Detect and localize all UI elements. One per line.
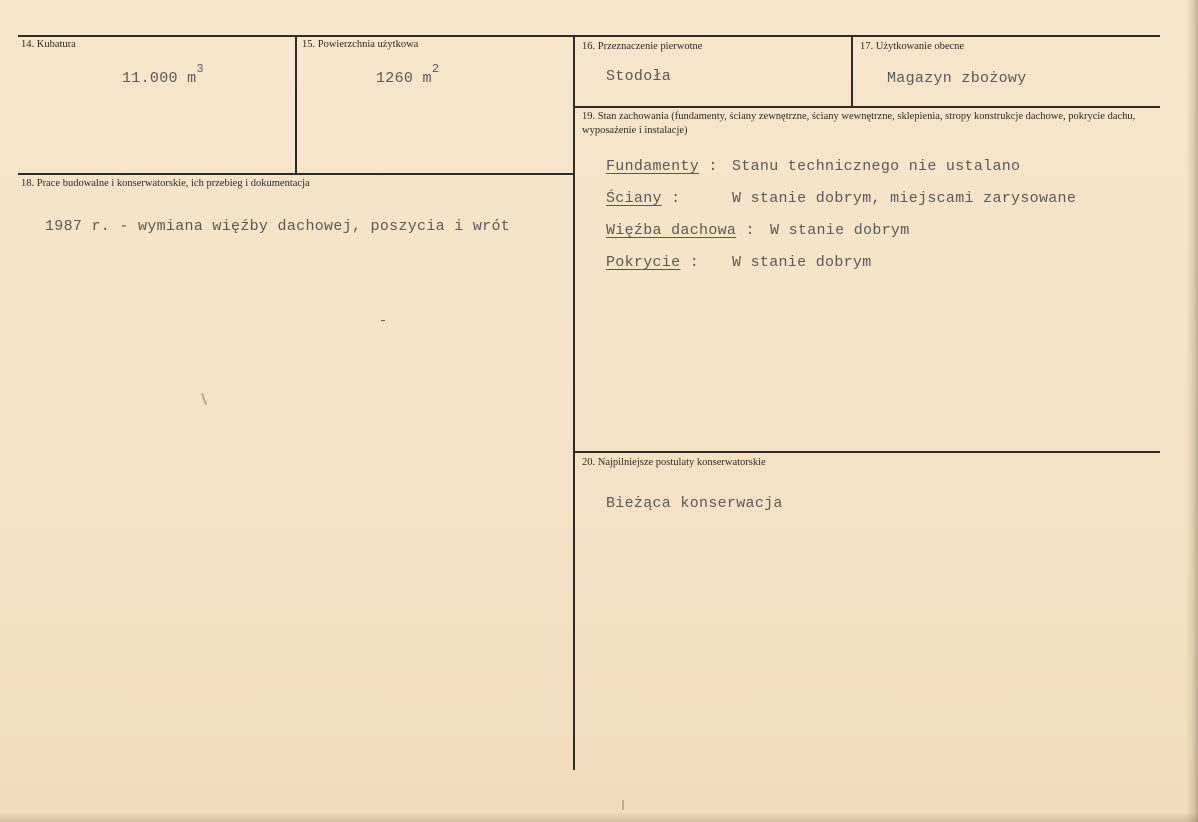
condition-separator: : [661,190,681,207]
rule-under-14-15 [18,173,574,175]
condition-desc: W stanie dobrym [770,222,910,239]
condition-row-walls [606,190,1077,207]
field-18-label: 18. Prace budowalne i konserwatorskie, ich przebieg i dokumentacja [21,178,310,189]
field-20-label: 20. Najpilniejsze postulaty konserwatorskie [582,457,766,468]
field-14-unit-exponent: 3 [196,62,204,76]
field-16-value: Stodoła [606,68,672,85]
field-15-unit-exponent: 2 [431,62,440,76]
condition-row-roof-truss [606,222,910,239]
condition-desc: W stanie dobrym [732,254,872,271]
condition-term: Fundamenty [606,158,700,175]
condition-separator: : [736,222,755,239]
field-18-entry: 1987 r. - wymiana więźby dachowej, poszycia i wrót [45,218,511,235]
paper-bottom-shadow [0,812,1198,822]
paper-speck [201,393,207,405]
field-14-value [122,62,204,87]
field-15-number: 1260 m [376,70,432,87]
divider-14-15 [295,36,297,174]
condition-separator: : [699,158,718,175]
condition-desc: Stanu technicznego nie ustalano [732,158,1021,175]
field-20-value: Bieżąca konserwacja [606,495,783,512]
condition-desc: W stanie dobrym, miejscami zarysowane [732,190,1077,207]
condition-term: Pokrycie [606,254,681,271]
paper-speck [381,320,385,321]
field-15-value [376,62,440,87]
divider-16-17 [851,36,853,106]
field-16-label: 16. Przeznaczenie pierwotne [582,41,703,52]
field-14-number: 11.000 m [122,70,197,87]
condition-term: Więźba dachowa [606,222,737,239]
condition-term: Ściany [606,190,662,207]
condition-separator: : [680,254,700,271]
top-rule [18,35,1160,37]
field-15-label: 15. Powierzchnia użytkowa [302,39,419,50]
condition-row-foundations [606,158,1021,175]
rule-under-16-17 [574,106,1160,108]
field-19-label: 19. Stan zachowania (fundamenty, ściany zewnętrzne, ściany wewnętrzne, sklepienia, stropy konstrukcje dachowe, pokrycie dachu, wyposażenie i instalacje) [582,111,1136,136]
paper-edge-shadow [1186,0,1198,822]
field-14-label: 14. Kubatura [21,39,76,50]
field-17-value: Magazyn zbożowy [887,70,1027,87]
rule-above-20 [574,451,1160,453]
center-divider [573,36,575,770]
condition-row-roofing [606,254,872,271]
field-17-label: 17. Użytkowanie obecne [860,41,965,52]
paper-speck [622,800,624,810]
